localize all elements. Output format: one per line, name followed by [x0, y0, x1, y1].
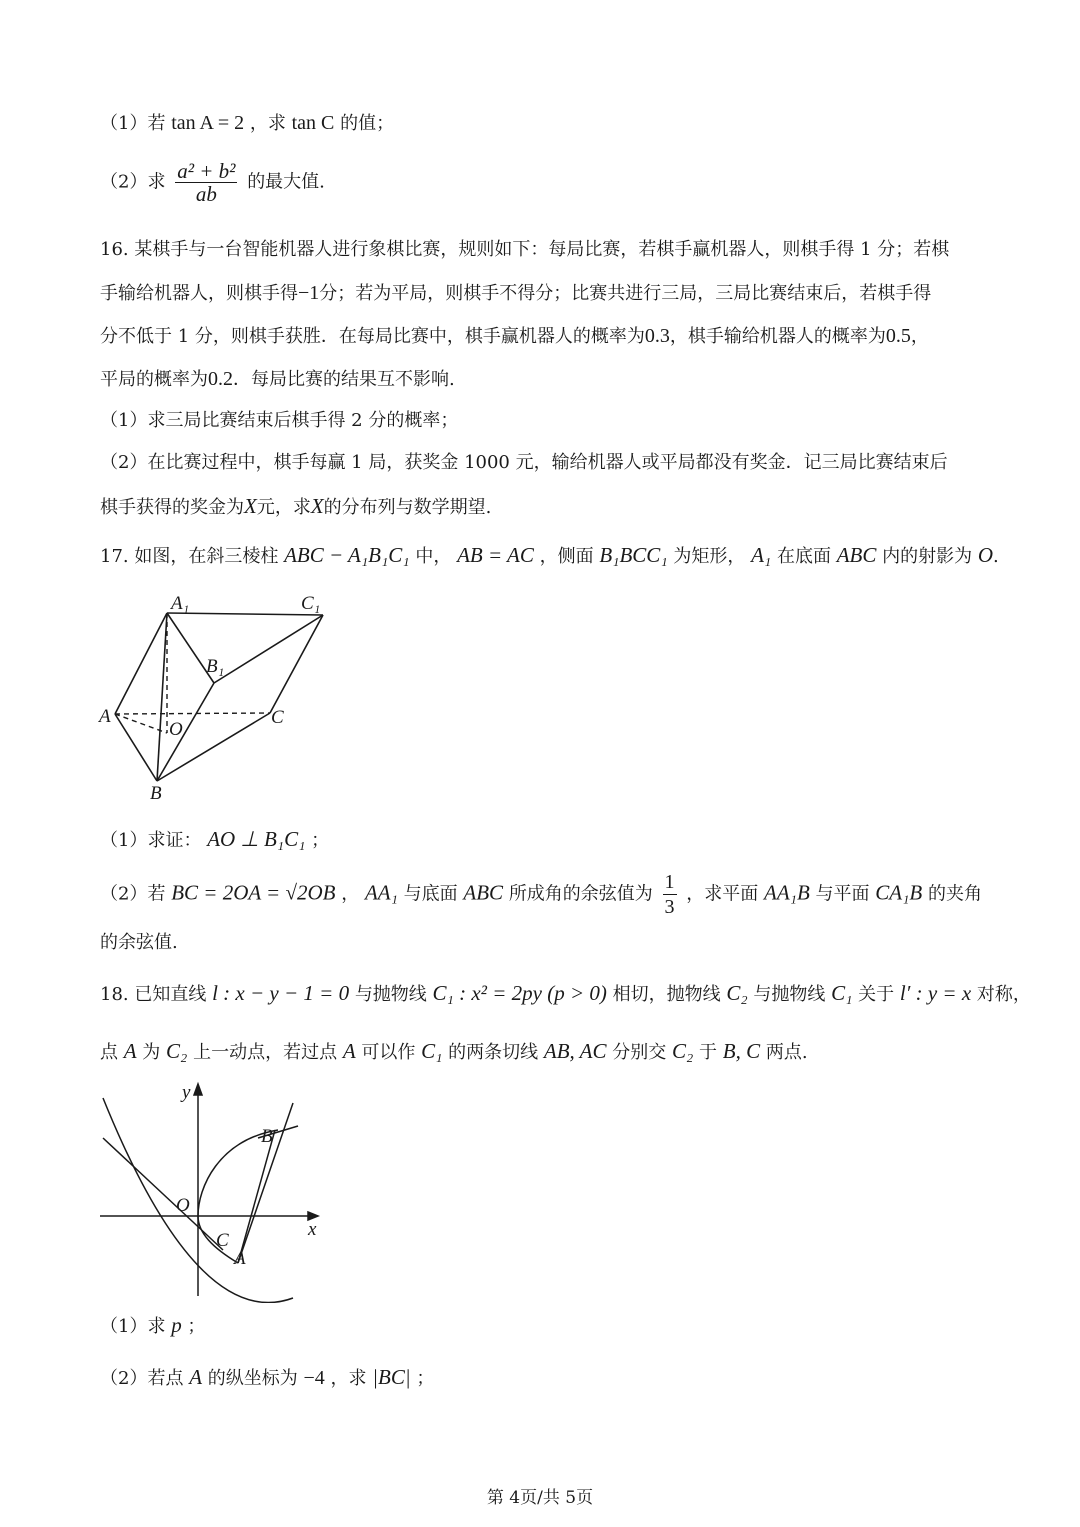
q16-line1: 16. 某棋手与一台智能机器人进行象棋比赛，规则如下：每局比赛，若棋手赢机器人，则棋手得 1 分；若棋	[100, 239, 950, 260]
prism-figure	[95, 585, 345, 805]
q16-part2-line1: （2）在比赛过程中，棋手每赢 1 局，获奖金 1000 元，输给机器人或平局都没有奖金．记三局比赛结束后	[100, 452, 948, 473]
label-A: A	[99, 706, 111, 727]
q17-part1: （1）求证： AO ⊥ B₁C₁ ；	[100, 827, 330, 851]
q16-part2-line2: 棋手获得的奖金为X元，求X的分布列与数学期望.	[100, 494, 492, 518]
label-B: B	[150, 783, 162, 804]
label-x: x	[308, 1219, 317, 1240]
page-footer: 第 4页/共 5页	[486, 1488, 594, 1508]
q18-stem-line2: 点 A 为 C₂ 上一动点，若过点 A 可以作 C₁ 的两条切线 AB, AC 分别交 C₂ 于 B, C 两点.	[100, 1039, 808, 1063]
fraction-one-third: $\frac{1}{3}$	[664, 871, 675, 918]
label-O: O	[169, 719, 183, 740]
parabola-figure	[98, 1078, 328, 1303]
label-A: A	[234, 1248, 246, 1269]
label-y: y	[182, 1082, 191, 1103]
label-A1: A₁	[171, 593, 190, 614]
label-C1: C₁	[301, 593, 321, 614]
label-B1: B₁	[206, 656, 225, 677]
q18-part2: （2）若点 A 的纵坐标为 −4 ，求 |BC| ；	[100, 1365, 435, 1389]
q15-part1: （1）若 tan A = 2 ，求 tan C 的值；	[100, 112, 395, 134]
q17-part2-line2: 的余弦值.	[100, 932, 178, 953]
q15-part2: （2）求 $\frac{\text{a² + b²}}{ab}$ 的最大值.	[100, 159, 325, 206]
q16-line2: 手输给机器人，则棋手得−1分；若为平局，则棋手不得分；比赛共进行三局，三局比赛结束后，若棋手得	[100, 282, 932, 304]
q18-part1: （1）求 p ；	[100, 1313, 206, 1337]
q17-part2-line1: （2）若 BC = 2OA = √2OB ， AA₁ 与底面 ABC 所成角的余弦值为 $\frac{1}{3}$ ，求平面 AA₁B 与平面 CA₁B 的夹角	[100, 871, 982, 918]
label-O: O	[176, 1195, 190, 1216]
q18-stem-line1: 18. 已知直线 l : x − y − 1 = 0 与抛物线 C₁ : x² = 2py (p > 0) 相切，抛物线 C₂ 与抛物线 C₁ 关于 l′ : y = x 对称，	[100, 981, 1031, 1005]
label-B: B	[261, 1126, 273, 1147]
fraction: $\frac{\text{a² + b²}}{ab}$	[177, 159, 236, 206]
label-C: C	[271, 707, 284, 728]
q17-stem: 17. 如图，在斜三棱柱 ABC − A₁B₁C₁ 中， AB = AC ，侧面 B₁BCC₁ 为矩形， A₁ 在底面 ABC 内的射影为 O.	[100, 543, 999, 567]
q16-line3: 分不低于 1 分，则棋手获胜．在每局比赛中，棋手赢机器人的概率为0.3，棋手输给机器人的概率为0.5，	[100, 325, 929, 347]
q16-part1: （1）求三局比赛结束后棋手得 2 分的概率；	[100, 410, 459, 431]
label-C: C	[216, 1230, 229, 1251]
q16-line4: 平局的概率为0.2．每局比赛的结果互不影响.	[100, 368, 455, 390]
